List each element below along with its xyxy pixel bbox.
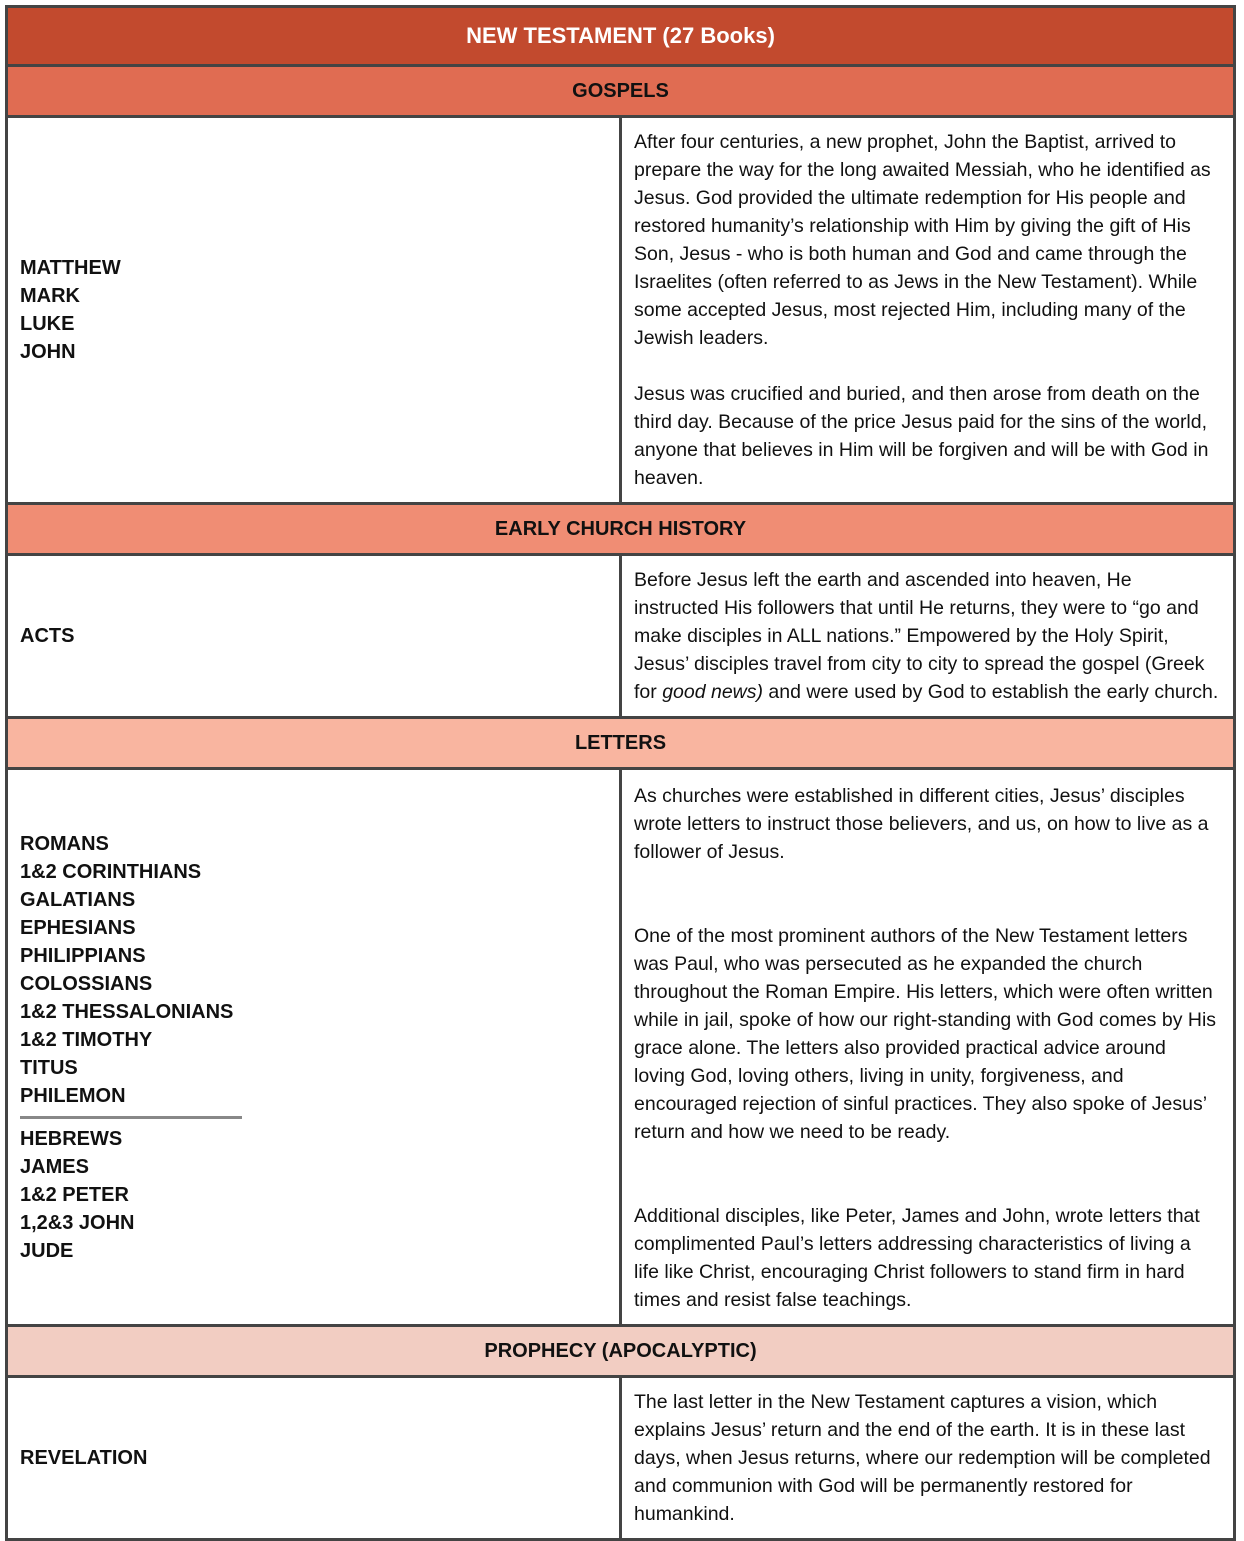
book-name: LUKE [20,313,75,335]
new-testament-table [5,5,1236,1541]
book-name: ACTS [20,625,75,647]
description-prophecy [621,1377,1235,1540]
book-name: 1&2 TIMOTHY [20,1028,153,1051]
book-list-gospels [7,117,621,504]
book-name: 1,2&3 JOHN [20,1211,135,1234]
book-name: PHILEMON [20,1084,126,1107]
paragraph: As churches were established in different cities, Jesus’ disciples wrote letters to instruct those believers, and us, on how to live as a follower of Jesus. [634,785,1209,863]
paragraph: One of the most prominent authors of the New Testament letters was Paul, who was persecuted as he expanded the church throughout the Roman Empire. His letters, which were often written while in jail, spoke of how our right-standing with God comes by His grace alone. The letters also provided practical advice around loving God, loving others, living in unity, forgiveness, and encouraged rejection of sinful practices. They also spoke of Jesus’ return and how we need to be ready. [634,925,1217,1143]
book-name: EPHESIANS [20,916,136,939]
table-title: NEW TESTAMENT (27 Books) [7,7,1235,66]
book-name: JAMES [20,1155,89,1178]
paragraph: Jesus was crucified and buried, and then arose from death on the third day. Because of the price Jesus paid for the sins of the world, anyone that believes in Him will be forgiven and will be with God in heaven. [634,383,1209,489]
divider [20,1116,242,1119]
book-name: 1&2 THESSALONIANS [20,1000,234,1023]
section-heading-gospels: GOSPELS [7,66,1235,117]
book-list-letters [7,769,621,1326]
book-list-prophecy [7,1377,621,1540]
book-name: REVELATION [20,1447,148,1469]
paragraph: Additional disciples, like Peter, James and John, wrote letters that complimented Paul’s letters addressing characteristics of living a life like Christ, encouraging Christ followers to stand firm in hard times and resist false teachings. [634,1205,1200,1311]
section-heading-letters: LETTERS [7,718,1235,769]
book-name: MARK [20,285,80,307]
paragraph: Before Jesus left the earth and ascended into heaven, He instructed His followers that until He returns, they were to “go and make disciples in ALL nations.” Empowered by the Holy Spirit, Jesus’ disciples travel from city to city to spread the gospel (Greek for good news) and were used by God to establish the early church. [634,569,1219,703]
book-name: COLOSSIANS [20,972,153,995]
description-letters [621,769,1235,1326]
description-acts [621,555,1235,718]
section-heading-early-church: EARLY CHURCH HISTORY [7,504,1235,555]
book-name: JOHN [20,341,76,363]
book-name: 1&2 PETER [20,1183,129,1206]
book-list-acts [7,555,621,718]
paragraph: After four centuries, a new prophet, John the Baptist, arrived to prepare the way for the long awaited Messiah, who he identified as Jesus. God provided the ultimate redemption for His people and restored humanity’s relationship with Him by giving the gift of His Son, Jesus - who is both human and God and came through the Israelites (often referred to as Jews in the New Testament). While some accepted Jesus, most rejected Him, including many of the Jewish leaders. [634,131,1211,349]
book-name: ROMANS [20,832,109,855]
section-heading-prophecy: PROPHECY (APOCALYPTIC) [7,1326,1235,1377]
book-name: 1&2 CORINTHIANS [20,860,202,883]
description-gospels [621,117,1235,504]
book-name: HEBREWS [20,1127,123,1150]
book-name: GALATIANS [20,888,136,911]
book-name: MATTHEW [20,257,121,279]
paragraph: The last letter in the New Testament captures a vision, which explains Jesus’ return and the end of the earth. It is in these last days, when Jesus returns, where our redemption will be completed and communion with God will be permanently restored for humankind. [634,1391,1211,1525]
book-name: TITUS [20,1056,78,1079]
book-name: JUDE [20,1239,74,1262]
book-name: PHILIPPIANS [20,944,146,967]
